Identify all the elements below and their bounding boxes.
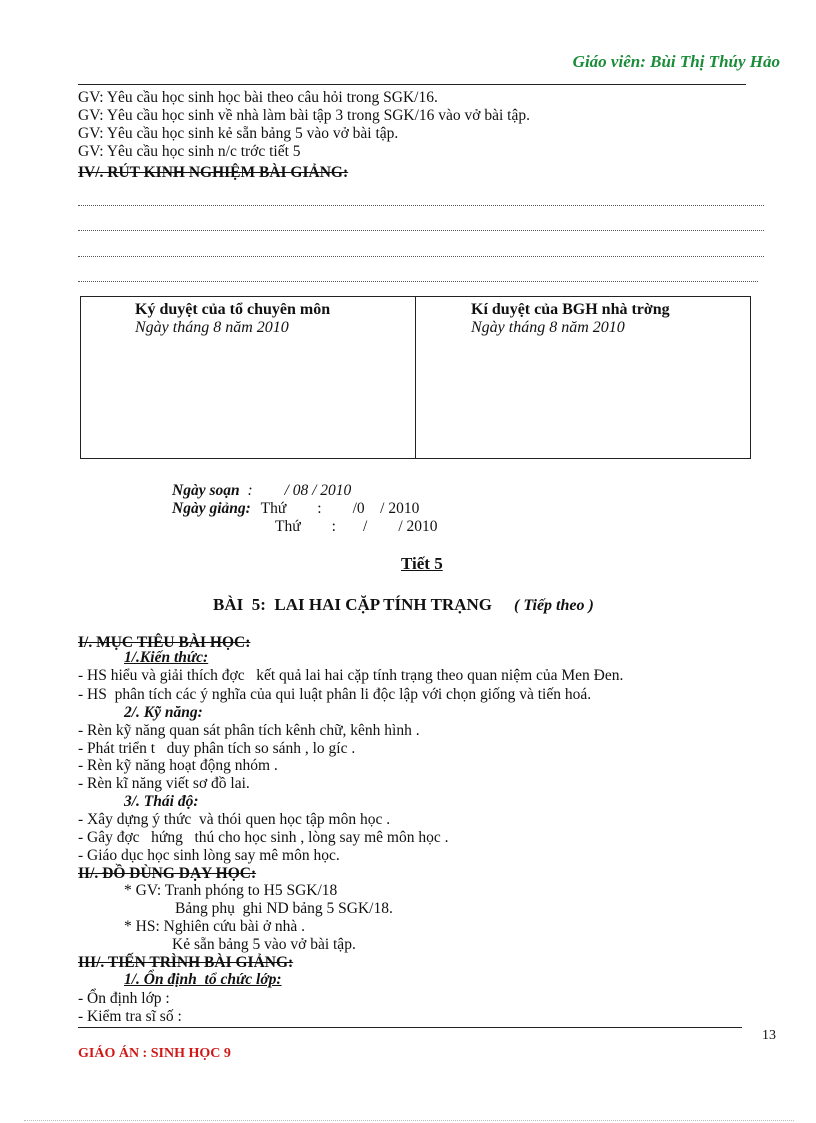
materials-heading: II/. ĐỒ DÙNG DẠY HỌC: [78, 865, 257, 882]
teach-date-label: Ngày giảng: [172, 500, 251, 517]
prep-date-label: Ngày soạn [172, 482, 240, 499]
attitude-item: - Giáo dục học sinh lòng say mê môn học. [78, 847, 340, 864]
signature-left [81, 297, 415, 458]
step1-item: - Kiểm tra sĩ số : [78, 1008, 182, 1025]
materials-hs-line2: Kẻ sẵn bảng 5 vào vở bài tập. [172, 936, 356, 953]
homework-line: GV: Yêu cầu học sinh học bài theo câu hỏi trong SGK/16. [78, 89, 438, 106]
footer-subject: GIÁO ÁN : SINH HỌC 9 [78, 1046, 231, 1061]
knowledge-title: 1/.Kiến thức: [124, 649, 209, 666]
lesson-number: Tiết 5 [401, 554, 443, 573]
signature-right-title: Kí duyệt của BGH nhà trờng [471, 301, 670, 318]
page-number: 13 [762, 1028, 776, 1043]
dotted-line [78, 281, 758, 282]
dotted-line [78, 205, 764, 206]
lesson-title-row [213, 595, 594, 615]
signature-left-date: Ngày tháng 8 năm 2010 [135, 319, 289, 336]
header-divider [78, 84, 746, 85]
signature-right-date: Ngày tháng 8 năm 2010 [471, 319, 625, 336]
teach-date-line2: Thứ : / / 2010 [275, 518, 438, 535]
teach-date-row [172, 500, 419, 517]
step1-title: 1/. Ổn định tổ chức lớp: [124, 971, 282, 988]
materials-gv-line1: * GV: Tranh phóng to H5 SGK/18 [124, 882, 338, 899]
objectives-heading: I/. MỤC TIÊU BÀI HỌC: [78, 634, 251, 651]
attitude-title: 3/. Thái độ: [124, 793, 199, 810]
skills-item: - Rèn kỹ năng quan sát phân tích kênh chữ, kênh hình . [78, 722, 420, 739]
homework-line: GV: Yêu cầu học sinh kẻ sẵn bảng 5 vào vở bài tập. [78, 125, 399, 142]
attitude-item: - Gây đợc hứng thú cho học sinh , lòng say mê môn học . [78, 829, 449, 846]
knowledge-item: - HS hiểu và giải thích đợc kết quả lai hai cặp tính trạng theo quan niệm của Men Đen. [78, 667, 624, 684]
step1-item: - Ổn định lớp : [78, 990, 170, 1007]
signature-right [415, 297, 750, 458]
skills-title: 2/. Kỹ năng: [124, 704, 203, 721]
skills-item: - Rèn kĩ năng viết sơ đồ lai. [78, 775, 250, 792]
teach-date-line1: Thứ : /0 / 2010 [260, 500, 420, 517]
attitude-item: - Xây dựng ý thức và thói quen học tập môn học . [78, 811, 391, 828]
materials-gv-line2: Bảng phụ ghi ND bảng 5 SGK/18. [175, 900, 393, 917]
dotted-line [78, 230, 764, 231]
knowledge-item: - HS phân tích các ý nghĩa của qui luật phân li độc lập với chọn giống và tiến hoá. [78, 686, 592, 703]
teacher-name-header: Giáo viên: Bùi Thị Thúy Hảo [572, 52, 780, 71]
bottom-dotted-border [24, 1120, 794, 1121]
signature-box [80, 296, 751, 459]
skills-item: - Rèn kỹ năng hoạt động nhóm . [78, 757, 278, 774]
footer-divider [78, 1027, 742, 1028]
lesson-title: BÀI 5: LAI HAI CẶP TÍNH TRẠNG [213, 595, 492, 614]
prep-date-row [172, 482, 351, 499]
homework-line: GV: Yêu cầu học sinh n/c trớc tiết 5 [78, 143, 301, 160]
homework-line: GV: Yêu cầu học sinh về nhà làm bài tập 3 trong SGK/16 vào vở bài tập. [78, 107, 530, 124]
lesson-continued: ( Tiếp theo ) [513, 597, 594, 614]
signature-left-title: Ký duyệt của tổ chuyên môn [135, 301, 331, 318]
experience-heading: IV/. RÚT KINH NGHIỆM BÀI GIẢNG: [78, 164, 349, 181]
procedure-heading: III/. TIẾN TRÌNH BÀI GIẢNG: [78, 954, 294, 971]
prep-date-sep: : [247, 482, 253, 499]
materials-hs-line1: * HS: Nghiên cứu bài ở nhà . [124, 918, 306, 935]
dotted-line [78, 256, 764, 257]
skills-item: - Phát triển t duy phân tích so sánh , lo gíc . [78, 740, 356, 757]
prep-date-value: / 08 / 2010 [284, 482, 352, 499]
